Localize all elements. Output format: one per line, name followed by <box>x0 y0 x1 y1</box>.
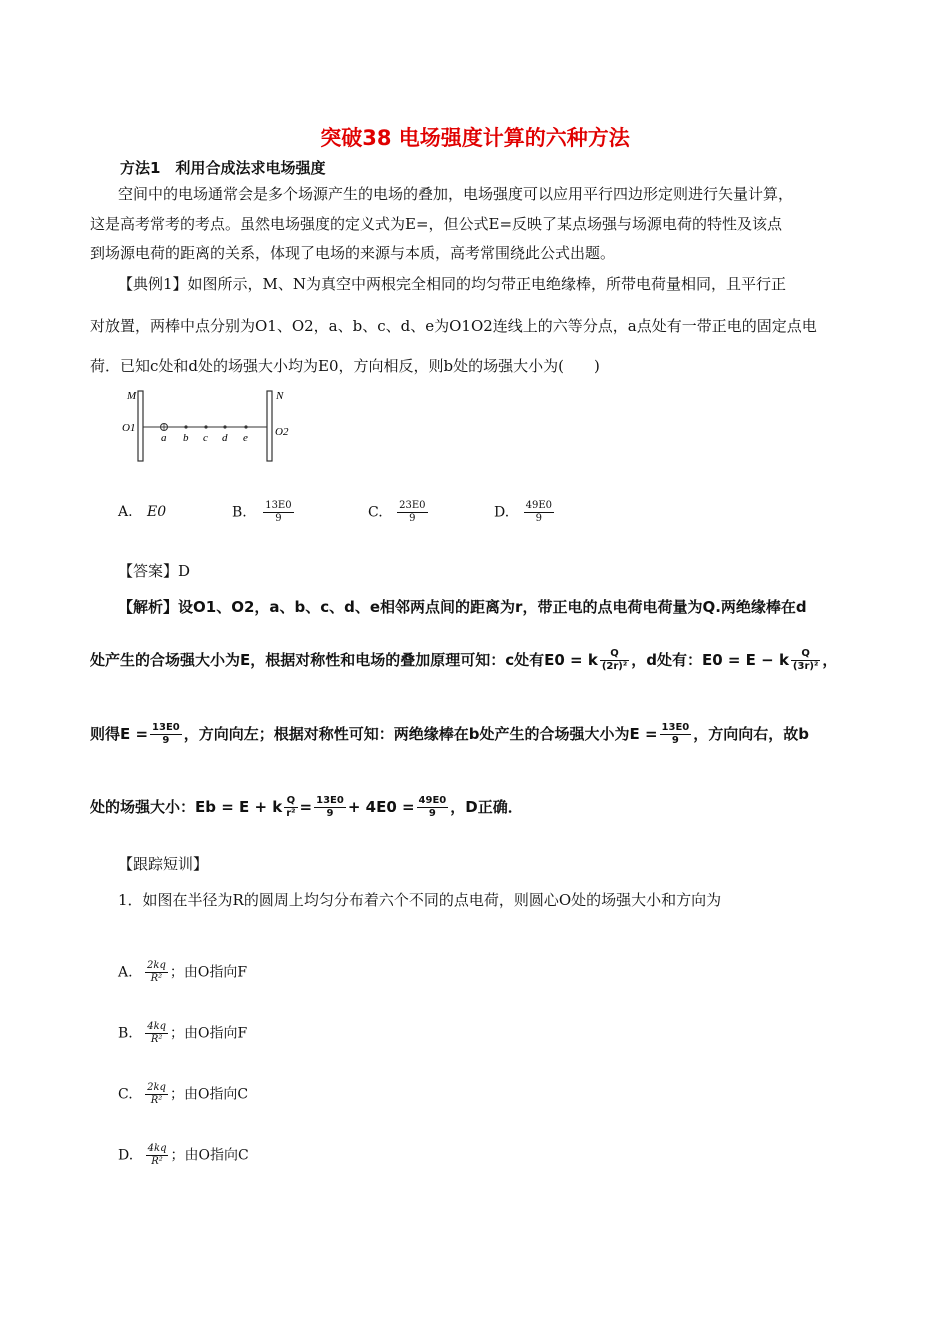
intro-line-3: 到场源电荷的距离的关系，体现了电场的来源与本质，高考常围绕此公式出题。 <box>90 244 616 262</box>
label-o1: O1 <box>122 422 136 434</box>
followup-option-d[interactable]: D. $\frac{4kq}{\text{R²}}$ ；由O指向C <box>118 1143 249 1167</box>
label-b: b <box>183 432 189 444</box>
example-option-d[interactable] <box>494 500 556 525</box>
label-n: N <box>276 390 284 402</box>
analysis-line-2: 处产生的合场强大小为E，根据对称性和电场的叠加原理可知：c处有E0 = k $\frac{Q}{\text{(2r)²}}$ ，d处有：E0 = E − k $\frac{Q}{\text{(3r)²}}$ ， <box>90 648 838 672</box>
analysis-line-3: 则得E = $\frac{13E0}{9}$ ，方向向左；根据对称性可知：两绝缘棒在b处产生的合场强大小为E = $\frac{13E0}{9}$ ，方向向右，故b <box>90 722 810 746</box>
label-d: d <box>222 432 228 444</box>
example-option-a[interactable] <box>118 504 166 520</box>
followup-option-b[interactable]: B. $\frac{4kq}{\text{R²}}$ ；由O指向F <box>118 1021 248 1045</box>
point-c <box>204 425 207 428</box>
option-label: D. <box>494 504 510 521</box>
example-option-c[interactable] <box>368 500 430 525</box>
point-b <box>184 425 187 428</box>
page-title: 突破38 电场强度计算的六种方法 <box>320 126 630 150</box>
rods-figure <box>118 385 298 467</box>
option-value: E0 <box>147 504 167 520</box>
option-label: C. <box>368 504 383 521</box>
point-d <box>223 425 226 428</box>
label-a: a <box>161 432 167 444</box>
option-num: 23E0 <box>399 500 426 511</box>
option-num: 49E0 <box>525 500 553 511</box>
rod-m <box>138 391 143 461</box>
method1-heading: 方法1 利用合成法求电场强度 <box>120 159 326 177</box>
label-m: M <box>127 390 137 402</box>
label-o2: O2 <box>275 426 289 438</box>
followup-option-a[interactable]: A. $\frac{2kq}{\text{R²}}$ ；由O指向F <box>118 960 248 984</box>
example-line-1: 【典例1】如图所示，M、N为真空中两根完全相同的均匀带正电绝缘棒，所带电荷量相同，且平行正 <box>118 275 787 293</box>
label-c: c <box>203 432 208 444</box>
analysis-text: 处产生的合场强大小为E，根据对称性和电场的叠加原理可知：c处有E0 = k <box>90 651 598 669</box>
label-e: e <box>243 432 248 444</box>
rod-n <box>267 391 272 461</box>
followup-option-c[interactable]: C. $\frac{2kq}{\text{R²}}$ ；由O指向C <box>118 1082 249 1106</box>
followup-question-1: 1．如图在半径为R的圆周上均匀分布着六个不同的点电荷，则圆心O处的场强大小和方向为 <box>118 891 722 909</box>
point-e <box>244 425 247 428</box>
analysis-line-4: 处的场强大小：Eb = E + k $\frac{Q}{\text{r²}}$ = $\frac{13E0}{9}$ + 4E0 = $\frac{49E0}{9}$ ，D正确． <box>90 795 523 819</box>
intro-line-1: 空间中的电场通常会是多个场源产生的电场的叠加，电场强度可以应用平行四边形定则进行矢量计算， <box>118 185 794 203</box>
option-den: 9 <box>275 513 282 524</box>
intro-line-2: 这是高考常考的考点。虽然电场强度的定义式为E=，但公式E=反映了某点场强与场源电荷的特性及该点 <box>90 215 783 233</box>
example-option-b[interactable] <box>232 500 296 525</box>
example-line-2: 对放置，两棒中点分别为O1、O2，a、b、c、d、e为O1O2连线上的六等分点，a点处有一带正电的固定点电 <box>90 317 817 335</box>
example-line-3: 荷．已知c处和d处的场强大小均为E0，方向相反，则b处的场强大小为( ) <box>90 357 600 375</box>
option-den: 9 <box>535 513 543 524</box>
answer: 【答案】D <box>118 562 191 580</box>
option-num: 13E0 <box>265 500 292 511</box>
followup-heading: 【跟踪短训】 <box>118 855 209 873</box>
option-label: B. <box>232 504 247 521</box>
option-label: A. <box>118 504 133 520</box>
option-den: 9 <box>409 513 416 524</box>
analysis-line-1: 【解析】设O1、O2，a、b、c、d、e相邻两点间的距离为r，带正电的点电荷电荷量为Q.两绝缘棒在d <box>118 598 807 616</box>
